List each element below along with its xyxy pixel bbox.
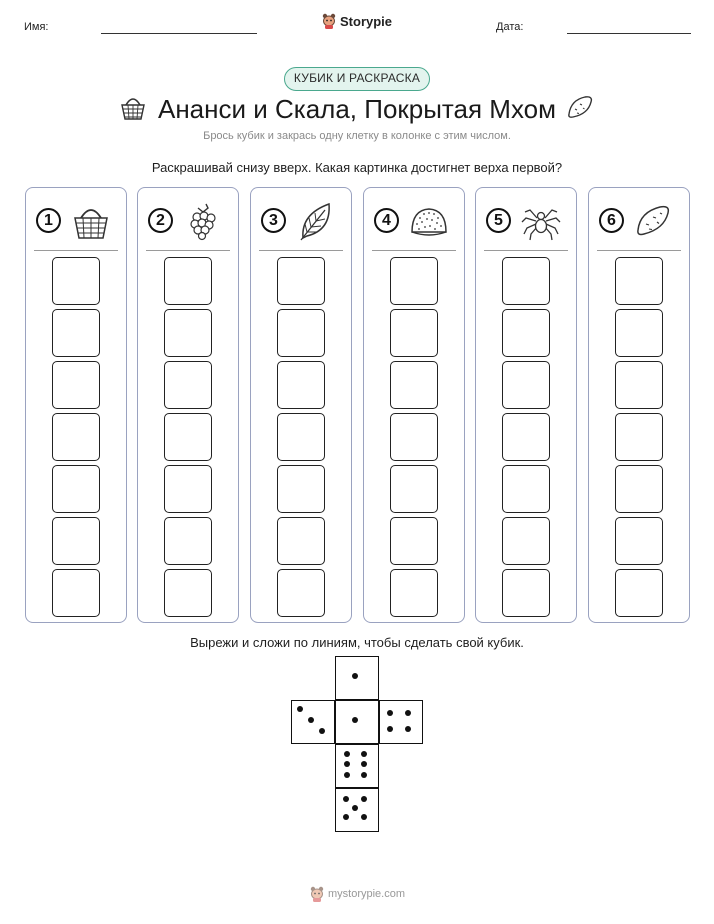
subtitle: Брось кубик и закрась одну клетку в колонке с этим числом. bbox=[203, 130, 511, 142]
pip bbox=[297, 706, 303, 712]
footer bbox=[310, 886, 405, 902]
date-label: Дата: bbox=[496, 21, 524, 33]
pip bbox=[352, 717, 358, 723]
activity-badge: КУБИК И РАСКРАСКА bbox=[284, 67, 430, 91]
color-cell[interactable] bbox=[615, 361, 663, 409]
dice-face-center bbox=[335, 700, 379, 744]
color-cell[interactable] bbox=[277, 309, 325, 357]
color-cell[interactable] bbox=[52, 361, 100, 409]
color-cell[interactable] bbox=[502, 517, 550, 565]
brand-name: Storypie bbox=[340, 13, 393, 29]
pip bbox=[387, 726, 393, 732]
color-cell[interactable] bbox=[277, 517, 325, 565]
pip bbox=[361, 772, 367, 778]
color-cell[interactable] bbox=[502, 465, 550, 513]
color-cell[interactable] bbox=[164, 569, 212, 617]
pip bbox=[361, 796, 367, 802]
color-cell[interactable] bbox=[502, 309, 550, 357]
column-number: 5 bbox=[486, 208, 511, 233]
color-cell[interactable] bbox=[52, 517, 100, 565]
color-cell[interactable] bbox=[390, 257, 438, 305]
column-number: 4 bbox=[374, 208, 399, 233]
column-4 bbox=[363, 187, 465, 623]
pip bbox=[344, 751, 350, 757]
color-cell[interactable] bbox=[615, 569, 663, 617]
color-cell[interactable] bbox=[52, 413, 100, 461]
column-divider bbox=[597, 250, 681, 251]
color-cell[interactable] bbox=[502, 361, 550, 409]
pip bbox=[344, 772, 350, 778]
instruction: Раскрашивай снизу вверх. Какая картинка достигнет верха первой? bbox=[151, 160, 563, 175]
column-2 bbox=[137, 187, 239, 623]
brand-logo bbox=[322, 13, 392, 29]
bear-icon bbox=[310, 886, 324, 902]
pip bbox=[361, 814, 367, 820]
column-header bbox=[476, 198, 576, 246]
color-cell[interactable] bbox=[390, 413, 438, 461]
column-number: 6 bbox=[599, 208, 624, 233]
color-cell[interactable] bbox=[390, 569, 438, 617]
column-divider bbox=[34, 250, 118, 251]
color-cell[interactable] bbox=[615, 465, 663, 513]
column-number: 3 bbox=[261, 208, 286, 233]
dice-face-lower bbox=[335, 744, 379, 788]
column-number: 2 bbox=[148, 208, 173, 233]
dice-face-top bbox=[335, 656, 379, 700]
color-cell[interactable] bbox=[615, 517, 663, 565]
column-divider bbox=[259, 250, 343, 251]
name-label: Имя: bbox=[24, 21, 49, 33]
leaf-icon bbox=[295, 200, 337, 242]
dice-caption: Вырежи и сложи по линиям, чтобы сделать свой кубик. bbox=[190, 635, 524, 650]
column-header bbox=[138, 198, 238, 246]
color-cell[interactable] bbox=[164, 257, 212, 305]
dice-face-left bbox=[291, 700, 335, 744]
column-number: 1 bbox=[36, 208, 61, 233]
color-cell[interactable] bbox=[164, 361, 212, 409]
pip bbox=[405, 710, 411, 716]
spider-icon bbox=[520, 200, 562, 242]
column-header bbox=[589, 198, 689, 246]
color-cell[interactable] bbox=[502, 569, 550, 617]
column-header bbox=[364, 198, 464, 246]
mossy-rock-icon bbox=[408, 200, 450, 242]
color-cell[interactable] bbox=[390, 361, 438, 409]
color-cell[interactable] bbox=[615, 257, 663, 305]
color-cell[interactable] bbox=[52, 309, 100, 357]
sweet-potato-icon bbox=[565, 92, 595, 122]
column-5 bbox=[475, 187, 577, 623]
title-row bbox=[0, 92, 714, 126]
bear-icon bbox=[322, 13, 336, 29]
color-cell[interactable] bbox=[52, 257, 100, 305]
raspberry-icon bbox=[182, 200, 224, 242]
column-6 bbox=[588, 187, 690, 623]
pip bbox=[387, 710, 393, 716]
color-cell[interactable] bbox=[615, 413, 663, 461]
name-line[interactable] bbox=[101, 33, 257, 34]
color-cell[interactable] bbox=[52, 465, 100, 513]
pip bbox=[361, 761, 367, 767]
color-cell[interactable] bbox=[277, 465, 325, 513]
pip bbox=[344, 761, 350, 767]
page-title: Ананси и Скала, Покрытая Мхом bbox=[157, 94, 557, 124]
color-cell[interactable] bbox=[615, 309, 663, 357]
column-divider bbox=[372, 250, 456, 251]
pip bbox=[343, 814, 349, 820]
color-cell[interactable] bbox=[164, 465, 212, 513]
column-divider bbox=[146, 250, 230, 251]
color-cell[interactable] bbox=[390, 465, 438, 513]
date-line[interactable] bbox=[567, 33, 691, 34]
pip bbox=[308, 717, 314, 723]
color-cell[interactable] bbox=[277, 569, 325, 617]
color-cell[interactable] bbox=[502, 413, 550, 461]
dice-face-bottom bbox=[335, 788, 379, 832]
color-cell[interactable] bbox=[52, 569, 100, 617]
color-cell[interactable] bbox=[390, 517, 438, 565]
sweet-potato-icon bbox=[633, 200, 675, 242]
pip bbox=[319, 728, 325, 734]
basket-icon bbox=[70, 200, 112, 242]
pip bbox=[352, 673, 358, 679]
footer-url: mystorypie.com bbox=[328, 888, 406, 900]
color-cell[interactable] bbox=[164, 413, 212, 461]
color-cell[interactable] bbox=[277, 413, 325, 461]
color-cell[interactable] bbox=[502, 257, 550, 305]
pip bbox=[343, 796, 349, 802]
pip bbox=[361, 751, 367, 757]
column-1 bbox=[25, 187, 127, 623]
color-cell[interactable] bbox=[277, 361, 325, 409]
column-3 bbox=[250, 187, 352, 623]
column-header bbox=[251, 198, 351, 246]
color-cell[interactable] bbox=[164, 517, 212, 565]
column-header bbox=[26, 198, 126, 246]
color-cell[interactable] bbox=[277, 257, 325, 305]
column-divider bbox=[484, 250, 568, 251]
dice-face-right bbox=[379, 700, 423, 744]
pip bbox=[352, 805, 358, 811]
color-cell[interactable] bbox=[164, 309, 212, 357]
pip bbox=[405, 726, 411, 732]
color-cell[interactable] bbox=[390, 309, 438, 357]
